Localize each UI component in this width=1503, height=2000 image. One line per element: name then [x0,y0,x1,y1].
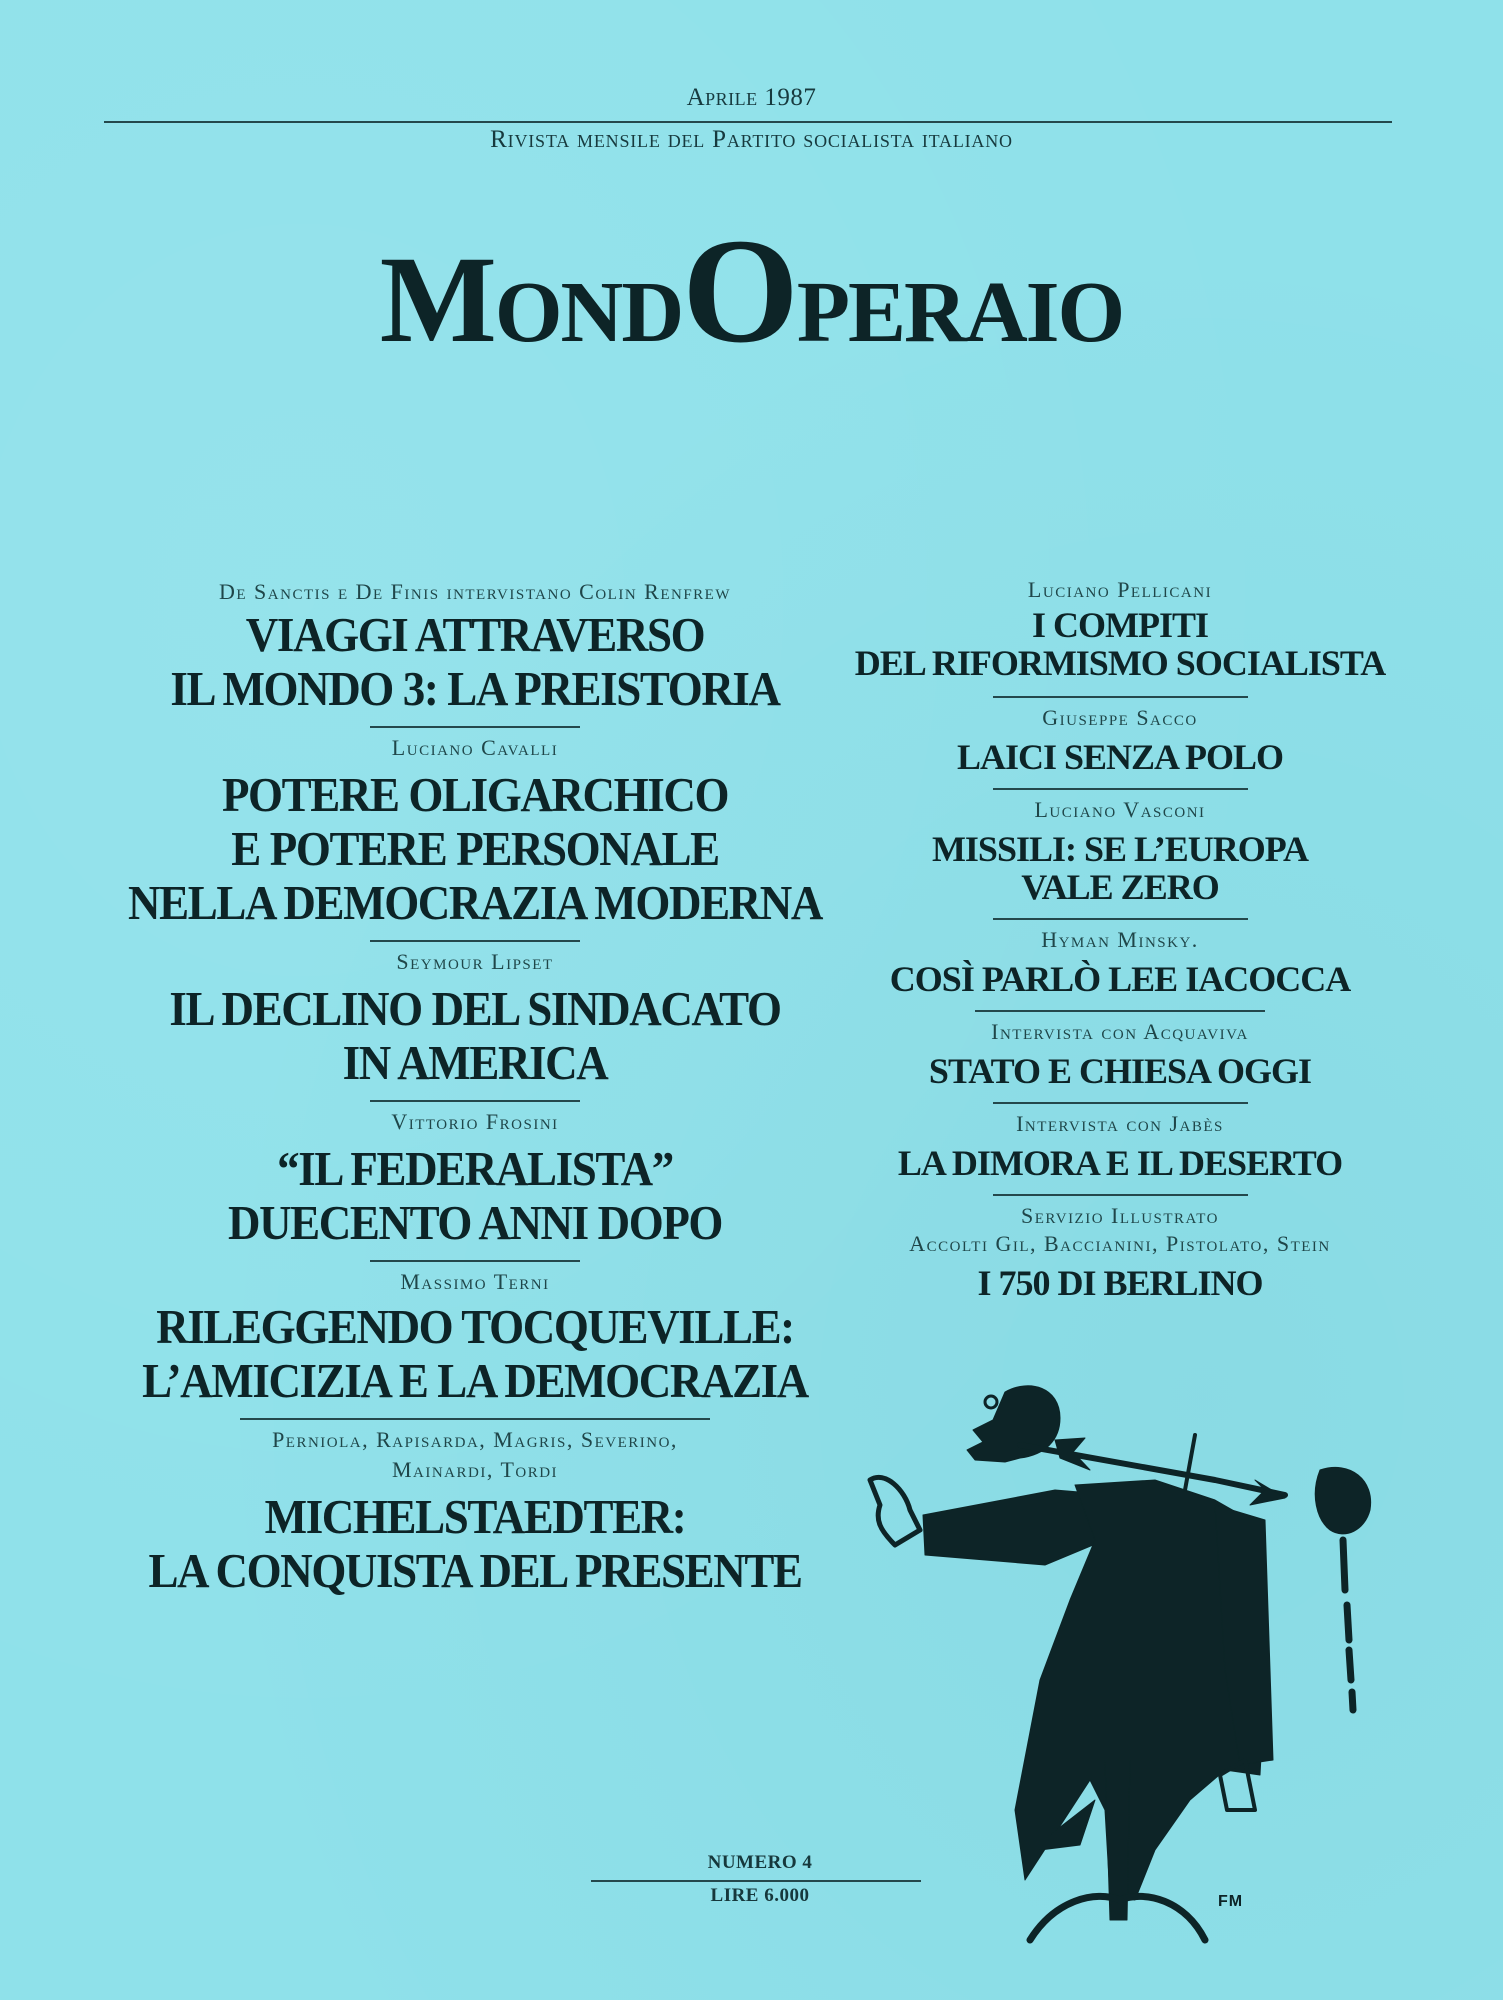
article-title-line: NELLA DEMOCRAZIA MODERNA [128,876,822,930]
masthead-part1: Mond [379,231,683,368]
article-title-line: IL DECLINO DEL SINDACATO [169,982,781,1036]
article-byline: Accolti Gil, Baccianini, Pistolato, Stein [909,1231,1331,1256]
article-byline: Intervista con Jabès [1016,1111,1224,1136]
article-entry [820,576,1420,682]
article-title-line: I COMPITI [1031,605,1208,645]
article-title-line: STATO E CHIESA OGGI [928,1051,1312,1091]
section-divider [370,1100,580,1102]
article-byline: Intervista con Acquaviva [991,1019,1249,1044]
section-divider [975,1010,1265,1012]
section-divider [993,1102,1248,1104]
footer-rule [591,1880,921,1882]
article-byline: Luciano Cavalli [391,735,559,760]
section-divider [240,1418,710,1420]
header-rule [104,121,1392,123]
article-title-line: VALE ZERO [1021,867,1219,907]
masthead-logo [0,208,1503,374]
article-title-line: I 750 DI BERLINO [977,1263,1263,1303]
section-divider [993,918,1248,920]
article-byline: Luciano Vasconi [1034,797,1206,822]
article-byline: Mainardi, Tordi [391,1457,559,1482]
illustrator-signature: FM [1218,1893,1244,1910]
magazine-subtitle: Rivista mensile del Partito socialista italiano [490,126,1013,153]
article-byline: De Sanctis e De Finis intervistano Colin Renfrew [219,579,731,604]
issue-price: LIRE 6.000 [710,1885,810,1906]
section-divider [993,696,1248,698]
article-title-line: LA CONQUISTA DEL PRESENTE [148,1544,802,1598]
article-entry [820,1110,1420,1182]
article-byline: Vittorio Frosini [391,1109,559,1134]
article-byline: Luciano Pellicani [1027,577,1213,602]
article-byline: Seymour Lipset [396,949,554,974]
section-divider [370,940,580,942]
left-contents-column [100,576,850,1598]
article-title-line: POTERE OLIGARCHICO [221,768,729,822]
article-entry [100,578,850,716]
article-entry [820,1018,1420,1090]
masthead-part2: peraio [796,231,1124,368]
article-entry [820,796,1420,906]
article-title-line: L’AMICIZIA E LA DEMOCRAZIA [142,1354,808,1408]
article-entry [100,1426,850,1598]
article-byline: Hyman Minsky. [1041,927,1199,952]
article-title-line: COSÌ PARLÒ LEE IACOCCA [889,959,1351,999]
article-entry [100,734,850,930]
article-title-line: DEL RIFORMISMO SOCIALISTA [854,643,1386,683]
article-title-line: VIAGGI ATTRAVERSO [245,608,705,662]
article-entry [820,704,1420,776]
section-divider [370,726,580,728]
section-divider [993,788,1248,790]
article-entry [820,926,1420,998]
issue-number: NUMERO 4 [707,1852,813,1873]
section-divider [993,1194,1248,1196]
article-title-line: MICHELSTAEDTER: [264,1490,686,1544]
article-title-line: RILEGGENDO TOCQUEVILLE: [156,1300,794,1354]
article-title-line: IL MONDO 3: LA PREISTORIA [170,662,780,716]
article-entry [100,1268,850,1408]
article-byline: Giuseppe Sacco [1042,705,1198,730]
article-byline: Servizio Illustrato [1021,1203,1219,1228]
issue-date: Aprile 1987 [686,84,817,111]
article-byline: Massimo Terni [400,1269,550,1294]
article-byline: Perniola, Rapisarda, Magris, Severino, [272,1427,678,1452]
masthead-cap-o: O [682,208,797,374]
article-title-line: LAICI SENZA POLO [956,737,1284,777]
article-title-line: IN AMERICA [342,1036,608,1090]
article-entry [100,948,850,1090]
article-title-line: “IL FEDERALISTA” [277,1142,673,1196]
article-title-line: LA DIMORA E IL DESERTO [897,1143,1343,1183]
article-entry [820,1202,1420,1302]
section-divider [370,1260,580,1262]
article-title-line: DUECENTO ANNI DOPO [227,1196,723,1250]
right-contents-column [820,576,1420,1302]
article-entry [100,1108,850,1250]
article-title-line: MISSILI: SE L’EUROPA [931,829,1309,869]
article-title-line: E POTERE PERSONALE [231,822,719,876]
